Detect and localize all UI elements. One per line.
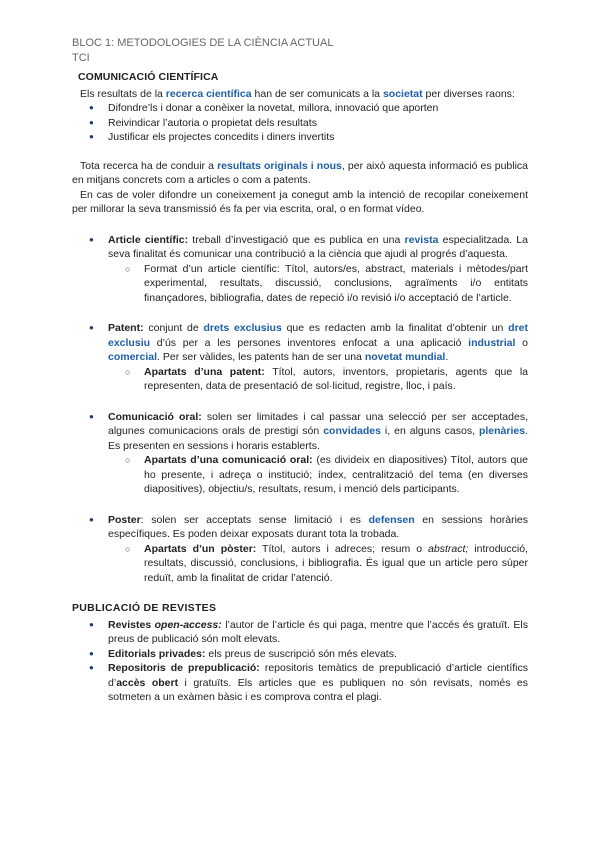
- page-header: [72, 36, 333, 66]
- intro-paragraph: [72, 87, 528, 102]
- text: en sessions horàries específiques. Es poden deixar exposats durant tota la trobada.: [108, 513, 528, 540]
- text: (es divideix en diapositives) Títol, autors que ho presente, i adreça o institució; índex, centralització del tema (en diverses diapositives), objectiu/s, resultats, resum, i menció dels participants.: [144, 454, 528, 495]
- sublist-item: ○ Format d’un article científic: Títol, autors/es, abstract, materials i mètodes/part experimental, resultats, discussió, conclusions, agraïments i/o entitats finançadores, bibliografia, dates de repeció i/o revisió i/o acceptació de l’article.: [108, 262, 528, 306]
- paragraph-difusio: En cas de voler difondre un coneixement ja conegut amb la intenció de recopilar coneixement per millorar la seva transmissió és fa per via escrita, oral, o en format vídeo.: [72, 188, 528, 215]
- text: i, en alguns casos,: [380, 425, 479, 437]
- text: . Per ser vàlides, les patents han de ser una: [157, 351, 365, 363]
- list: [72, 321, 528, 394]
- list-item-patent: [72, 321, 528, 394]
- sublist-item: [108, 365, 528, 394]
- publication-list: [72, 618, 528, 705]
- text: . Es presenten en sessions i horaris establerts.: [108, 425, 528, 452]
- list-item: ● Justificar els projectes concedits i diners invertits: [72, 130, 528, 145]
- reasons-list: [72, 101, 528, 145]
- keyword-societat: societat: [382, 87, 423, 100]
- list-item-article: [72, 233, 528, 306]
- list-item-repositories: [72, 661, 528, 705]
- sublist-item: [108, 542, 528, 586]
- sublist: [108, 262, 528, 306]
- section-title-publicacio: PUBLICACIÓ DE REVISTES: [72, 602, 217, 614]
- list-item-private: [72, 647, 528, 662]
- text: d’ús per a les persones inventores enfocat a una aplicació: [150, 336, 469, 349]
- text: per diverses raons:: [422, 87, 515, 100]
- italic-term: abstract;: [428, 542, 469, 555]
- text: l’autor de l’article és qui paga, mentre que l’accés és gratuït. Els preus de publicació són molt elevats.: [108, 618, 528, 645]
- keyword: industrial: [468, 336, 516, 349]
- keyword: novetat mundial: [364, 351, 446, 363]
- term: Apartats d’una comunicació oral:: [144, 454, 313, 466]
- text: o: [515, 336, 528, 349]
- term: accès obert: [116, 676, 179, 689]
- list: [72, 513, 528, 586]
- text: , per això aquesta informació es publica en mitjans concrets com a articles o com a patents.: [72, 159, 529, 186]
- keyword-recerca: recerca científica: [165, 87, 252, 100]
- text: Títol, autors i adreces; resum o: [256, 542, 429, 555]
- list-item-poster: [72, 513, 528, 586]
- header-subject: TCI: [72, 52, 90, 64]
- list-item-oral: [72, 410, 528, 497]
- term: Article científic:: [108, 233, 189, 246]
- document-body: [72, 70, 528, 705]
- term: Apartats d’un pòster:: [144, 542, 257, 555]
- header-course: BLOC 1: METODOLOGIES DE LA CIÈNCIA ACTUAL: [72, 37, 334, 49]
- text: Títol, autors, inventors, propietaris, agents que la representen, data de presentació de sol·licitud, registre, lloc, i país.: [144, 365, 528, 392]
- term: Comunicació oral:: [108, 410, 202, 423]
- list-item: ● Difondre’ls i donar a conèixer la novetat, millora, innovació que aporten: [72, 101, 528, 116]
- term: Repositoris de prepublicació:: [108, 662, 260, 674]
- text: especialitzada. La seva finalitat és comunicar una contribució a la ciència que ajudi al progrés d’aquesta.: [108, 233, 528, 260]
- text: .: [445, 351, 449, 363]
- section-title-comunicacio: COMUNICACIÓ CIENTÍFICA: [78, 71, 219, 83]
- term: Patent:: [108, 322, 144, 334]
- keyword: dret exclusiu: [108, 322, 528, 349]
- keyword: convidades: [323, 425, 381, 437]
- text: han de ser comunicats a la: [251, 87, 383, 100]
- list-item-open-access: [72, 618, 528, 647]
- list-item: ● Reivindicar l’autoria o propietat dels resultats: [72, 116, 528, 131]
- text: solen ser limitades i cal passar una selecció per ser acceptades, algunes comunicacions orals de prestigi són: [108, 410, 528, 437]
- keyword: defensen: [368, 513, 415, 526]
- paragraph-results: [72, 159, 528, 188]
- keyword: drets exclusius: [203, 322, 282, 334]
- keyword-resultats: resultats originals i nous: [217, 159, 342, 172]
- text: repositoris temàtics de prepublicació d’article científics d’: [108, 662, 528, 689]
- list: [108, 453, 528, 497]
- sublist-item: [108, 453, 528, 497]
- text: i gratuïts. Els articles que es publiquen no són revisats, només es sotmeten a un exàmen bàsic i es comprova contra el plagi.: [108, 676, 529, 703]
- text: Els resultats de la: [80, 87, 166, 100]
- text: Tota recerca ha de conduir a: [80, 159, 218, 172]
- text: els preus de suscripció són més elevats.: [205, 647, 397, 660]
- keyword-revista: revista: [404, 233, 439, 246]
- list: [108, 365, 528, 394]
- list: [108, 542, 528, 586]
- text: introducció, resultats, discussió, conclusions, i bibliografia. És igual que un article pero súper reduït, amb la finalitat de cridar l’atenció.: [144, 542, 528, 584]
- text: : solen ser acceptats sense limitació i es: [140, 513, 369, 526]
- text: que es redacten amb la finalitat d’obtenir un: [281, 322, 509, 334]
- keyword: plenàries: [478, 425, 526, 437]
- text: treball d’investigació que es publica en una: [188, 233, 405, 246]
- term: Poster: [108, 513, 141, 526]
- keyword: comercial: [108, 351, 158, 363]
- term: Editorials privades:: [108, 647, 206, 660]
- list: [72, 410, 528, 497]
- term: Apartats d’una patent:: [144, 365, 265, 378]
- italic-term: open-access:: [154, 618, 222, 631]
- text: conjunt de: [143, 322, 204, 334]
- term: Revistes: [108, 618, 155, 631]
- formats-list: [72, 233, 528, 306]
